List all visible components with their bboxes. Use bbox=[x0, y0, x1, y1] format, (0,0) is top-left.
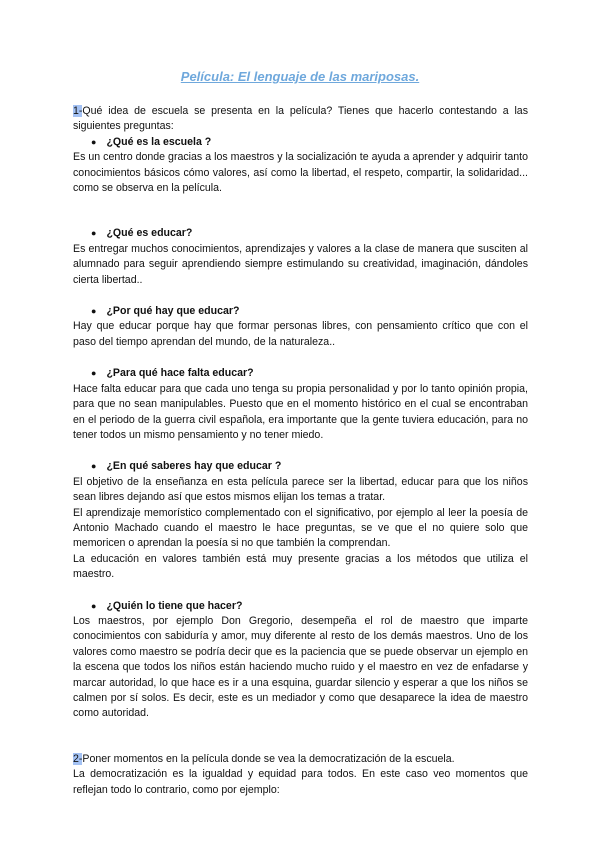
bullet-question bbox=[73, 599, 528, 614]
answer-paragraph: Es entregar muchos conocimientos, aprendizajes y valores a la clase de manera que susciten al alumnado para seguir aprendiendo siempre estimulando su creatividad, imaginación, dándoles cierta libertad.. bbox=[73, 242, 528, 286]
bullet-icon: ● bbox=[91, 368, 97, 379]
question-text: Qué idea de escuela se presenta en la película? Tienes que hacerlo contestando a las siguientes preguntas: bbox=[73, 105, 528, 133]
question-1 bbox=[73, 104, 528, 135]
bullet-text: ¿Por qué hay que educar? bbox=[106, 305, 240, 318]
bullet-text: ¿Qué es educar? bbox=[106, 227, 193, 240]
answer-paragraph: Los maestros, por ejemplo Don Gregorio, desempeña el rol de maestro que imparte conocimientos con sabiduría y amor, muy diferente al resto de los demás maestros. Uno de los valores como maestro se podría decir que es la paciencia que se puede observar un ejemplo en la escena que todos los niños están haciendo mucho ruido y el maestro en vez de enfadarse y marcar autoridad, lo que hace es ir a una esquina, guardar silencio y esperar a que los niños se calmen por sí solos. Es decir, este es un mediador y como que desaparece la idea de maestro como autoridad. bbox=[73, 614, 528, 720]
bullet-text: ¿Qué es la escuela ? bbox=[106, 135, 212, 148]
bullet-question bbox=[73, 135, 528, 150]
bullet-text: ¿Para qué hace falta educar? bbox=[106, 367, 254, 380]
bullet-icon: ● bbox=[91, 600, 97, 611]
bullet-icon: ● bbox=[91, 136, 97, 147]
bullet-question bbox=[73, 304, 528, 319]
bullet-icon: ● bbox=[91, 461, 97, 472]
bullet-question bbox=[73, 226, 528, 241]
bullet-text: ¿En qué saberes hay que educar ? bbox=[106, 460, 282, 473]
bullet-icon: ● bbox=[91, 306, 97, 317]
document-body bbox=[73, 104, 528, 798]
answer-paragraph: Es un centro donde gracias a los maestros y la socialización te ayuda a aprender y adquirir tanto conocimientos básicos cómo valores, así como la libertad, el respeto, compartir, la solidaridad... como se observa en la película. bbox=[73, 151, 528, 195]
question-2 bbox=[73, 752, 528, 767]
bullet-question bbox=[73, 459, 528, 474]
question-text: Poner momentos en la película donde se vea la democratización de la escuela. bbox=[82, 752, 455, 765]
bullet-question bbox=[73, 366, 528, 381]
bullet-text: ¿Quién lo tiene que hacer? bbox=[106, 599, 243, 612]
answer-paragraph: El objetivo de la enseñanza en esta película parece ser la libertad, educar para que los niños sean libres dejando así que estos mismos elijan los temas a tratar. bbox=[73, 475, 528, 504]
page-title: Película: El lenguaje de las mariposas. bbox=[180, 69, 420, 84]
answer-paragraph: El aprendizaje memorístico complementado con el significativo, por ejemplo al leer la poesía de Antonio Machado cuando el maestro le hace preguntas, se ve que el no quiere solo que memoricen o aprendan la poesía si no que también la comprendan. bbox=[73, 506, 528, 550]
answer-paragraph: La educación en valores también está muy presente gracias a los métodos que utiliza el maestro. bbox=[73, 552, 528, 581]
bullet-icon: ● bbox=[91, 228, 97, 239]
question-number: 2- bbox=[73, 752, 83, 765]
answer-paragraph: Hay que educar porque hay que formar personas libres, con pensamiento crítico que con el paso del tiempo aprendan del mundo, de la naturaleza.. bbox=[73, 320, 528, 348]
answer-paragraph: Hace falta educar para que cada uno tenga su propia personalidad y por lo tanto opinión propia, para que no sean manipulables. Puesto que en el momento histórico en el cual se encontraban en el periodo de la guerra civil española, era importante que la gente tuviera educación, para no tener todos un mismo pensamiento y no tener miedo. bbox=[73, 382, 528, 441]
answer-paragraph: La democratización es la igualdad y equidad para todos. En este caso veo momentos que reflejan todo lo contrario, como por ejemplo: bbox=[73, 768, 528, 796]
question-number: 1- bbox=[73, 105, 83, 117]
